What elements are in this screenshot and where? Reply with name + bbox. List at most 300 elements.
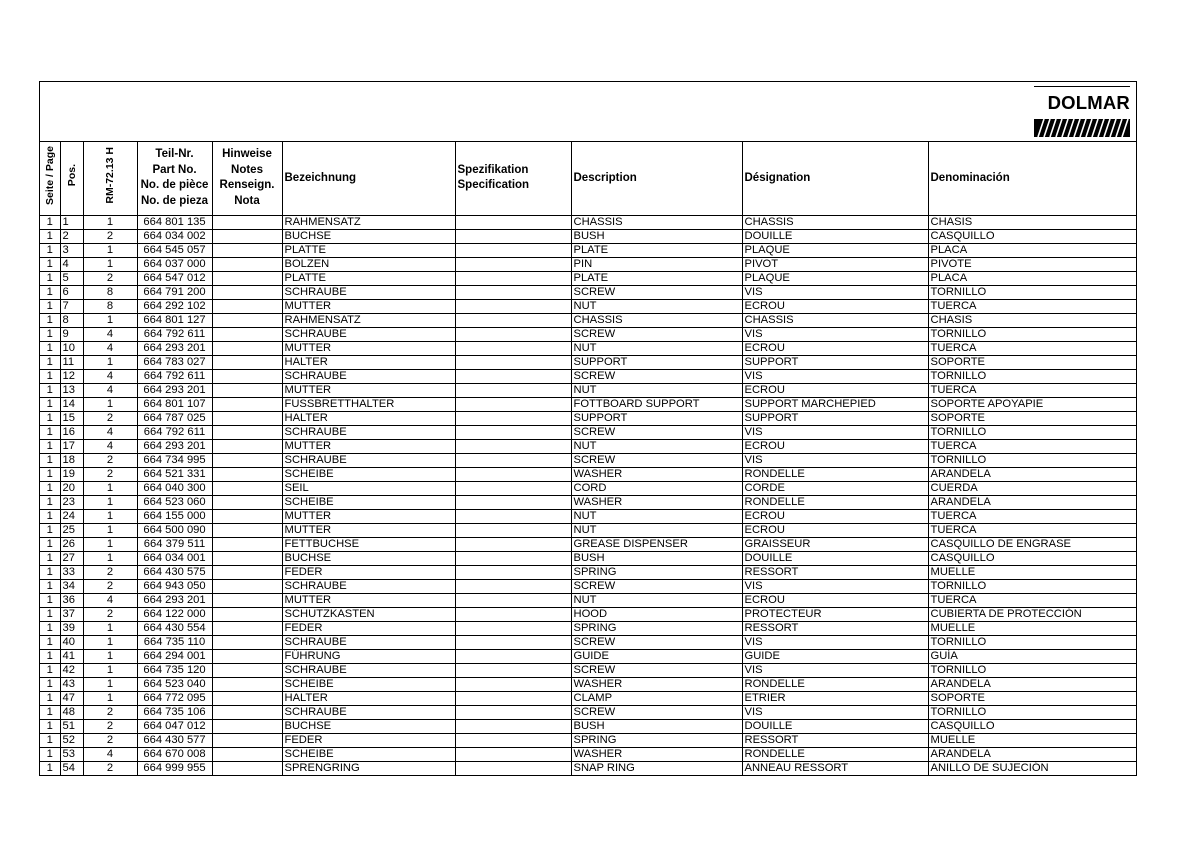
cell-pos: 16 [60,425,83,439]
notes-label-fr: Renseign. [219,179,275,192]
cell-notes [212,481,282,495]
cell-denominacion: CASQUILLO [928,551,1137,565]
cell-designation: VIS [742,453,928,467]
cell-page: 1 [40,411,60,425]
cell-qty: 2 [83,467,137,481]
cell-description: CHASSIS [571,313,742,327]
cell-designation: ECROU [742,341,928,355]
cell-bezeichnung: FETTBUCHSE [282,537,455,551]
table-row [40,677,1137,691]
cell-pos: 37 [60,607,83,621]
cell-notes [212,593,282,607]
cell-qty: 1 [83,537,137,551]
cell-page: 1 [40,341,60,355]
cell-description: CORD [571,481,742,495]
cell-bezeichnung: MUTTER [282,509,455,523]
col-header-notes [212,142,282,215]
cell-notes [212,691,282,705]
cell-bezeichnung: FEDER [282,565,455,579]
cell-denominacion: TORNILLO [928,663,1137,677]
cell-page: 1 [40,271,60,285]
cell-part-no: 664 047 012 [137,719,212,733]
cell-denominacion: TUERCA [928,341,1137,355]
cell-page: 1 [40,425,60,439]
table-row [40,607,1137,621]
cell-designation: PLAQUE [742,243,928,257]
cell-part-no: 664 430 575 [137,565,212,579]
cell-denominacion: PIVOTE [928,257,1137,271]
cell-qty: 1 [83,677,137,691]
cell-pos: 12 [60,369,83,383]
cell-bezeichnung: MUTTER [282,341,455,355]
col-header-pos [60,142,83,215]
cell-qty: 4 [83,341,137,355]
table-row [40,621,1137,635]
table-row [40,215,1137,229]
table-row [40,425,1137,439]
cell-designation: GUIDE [742,649,928,663]
cell-notes [212,663,282,677]
col-header-qty [83,142,137,215]
cell-notes [212,299,282,313]
cell-qty: 4 [83,383,137,397]
cell-part-no: 664 521 331 [137,467,212,481]
cell-description: SPRING [571,733,742,747]
cell-pos: 15 [60,411,83,425]
cell-page: 1 [40,705,60,719]
cell-pos: 8 [60,313,83,327]
cell-qty: 4 [83,425,137,439]
cell-designation: CORDE [742,481,928,495]
dolmar-logo [1034,86,1130,138]
cell-specification [455,257,571,271]
cell-qty: 2 [83,229,137,243]
cell-qty: 2 [83,271,137,285]
cell-qty: 2 [83,565,137,579]
cell-designation: ECROU [742,383,928,397]
cell-specification [455,271,571,285]
cell-qty: 2 [83,705,137,719]
cell-part-no: 664 122 000 [137,607,212,621]
cell-page: 1 [40,523,60,537]
cell-qty: 1 [83,663,137,677]
cell-denominacion: TUERCA [928,383,1137,397]
parts-list-sheet [39,81,1137,776]
cell-description: BUSH [571,551,742,565]
table-row [40,439,1137,453]
table-row [40,649,1137,663]
cell-bezeichnung: BUCHSE [282,719,455,733]
cell-page: 1 [40,327,60,341]
cell-description: CLAMP [571,691,742,705]
cell-designation: GRAISSEUR [742,537,928,551]
cell-page: 1 [40,439,60,453]
col-header-part-no [137,142,212,215]
col-header-specification [455,142,571,215]
table-row [40,509,1137,523]
cell-designation: VIS [742,425,928,439]
cell-qty: 1 [83,481,137,495]
table-row [40,635,1137,649]
table-row [40,705,1137,719]
cell-designation: RESSORT [742,621,928,635]
cell-description: PLATE [571,271,742,285]
table-row [40,383,1137,397]
cell-bezeichnung: SCHRAUBE [282,369,455,383]
cell-pos: 26 [60,537,83,551]
cell-part-no: 664 034 001 [137,551,212,565]
cell-denominacion: TUERCA [928,299,1137,313]
cell-description: CHASSIS [571,215,742,229]
cell-pos: 17 [60,439,83,453]
cell-specification [455,215,571,229]
cell-page: 1 [40,355,60,369]
cell-notes [212,369,282,383]
cell-description: NUT [571,341,742,355]
cell-description: NUT [571,299,742,313]
cell-bezeichnung: HALTER [282,691,455,705]
cell-specification [455,411,571,425]
cell-page: 1 [40,467,60,481]
cell-page: 1 [40,747,60,761]
cell-description: NUT [571,593,742,607]
col-header-qty-label: RM-72.13 H [104,147,116,204]
cell-specification [455,677,571,691]
cell-pos: 52 [60,733,83,747]
cell-qty: 1 [83,551,137,565]
cell-description: SNAP RING [571,761,742,775]
cell-page: 1 [40,565,60,579]
table-row [40,327,1137,341]
cell-denominacion: TUERCA [928,523,1137,537]
cell-specification [455,495,571,509]
cell-specification [455,299,571,313]
cell-notes [212,383,282,397]
cell-designation: DOUILLE [742,229,928,243]
cell-description: SCREW [571,285,742,299]
cell-qty: 4 [83,327,137,341]
cell-notes [212,397,282,411]
cell-bezeichnung: SCHEIBE [282,747,455,761]
cell-denominacion: TORNILLO [928,285,1137,299]
cell-qty: 4 [83,439,137,453]
cell-bezeichnung: RAHMENSATZ [282,215,455,229]
cell-bezeichnung: BUCHSE [282,229,455,243]
cell-qty: 1 [83,621,137,635]
cell-part-no: 664 735 110 [137,635,212,649]
col-header-designation: Désignation [742,142,928,215]
table-row [40,761,1137,775]
cell-specification [455,453,571,467]
cell-specification [455,313,571,327]
cell-specification [455,243,571,257]
table-row [40,243,1137,257]
cell-denominacion: TUERCA [928,439,1137,453]
logo-rule [1034,86,1130,87]
cell-part-no: 664 792 611 [137,425,212,439]
cell-designation: DOUILLE [742,551,928,565]
cell-specification [455,649,571,663]
cell-part-no: 664 292 102 [137,299,212,313]
cell-description: SCREW [571,369,742,383]
notes-label-en: Notes [231,163,263,176]
cell-qty: 2 [83,579,137,593]
cell-qty: 1 [83,215,137,229]
cell-notes [212,607,282,621]
cell-bezeichnung: SEIL [282,481,455,495]
cell-specification [455,761,571,775]
table-header-row [40,142,1137,215]
cell-specification [455,593,571,607]
cell-part-no: 664 545 057 [137,243,212,257]
cell-notes [212,243,282,257]
cell-page: 1 [40,677,60,691]
cell-notes [212,313,282,327]
part-no-label-de: Teil-Nr. [155,148,194,161]
cell-qty: 8 [83,285,137,299]
cell-qty: 1 [83,649,137,663]
table-row [40,341,1137,355]
header-logo-area [40,82,1136,142]
cell-notes [212,747,282,761]
cell-part-no: 664 735 106 [137,705,212,719]
cell-notes [212,523,282,537]
cell-notes [212,439,282,453]
cell-pos: 27 [60,551,83,565]
cell-denominacion: GUÍA [928,649,1137,663]
cell-designation: VIS [742,579,928,593]
cell-pos: 10 [60,341,83,355]
cell-bezeichnung: FUSSBRETTHALTER [282,397,455,411]
cell-specification [455,397,571,411]
cell-page: 1 [40,453,60,467]
cell-specification [455,733,571,747]
cell-notes [212,565,282,579]
cell-designation: RESSORT [742,733,928,747]
cell-page: 1 [40,299,60,313]
cell-denominacion: TORNILLO [928,327,1137,341]
cell-pos: 2 [60,229,83,243]
cell-notes [212,495,282,509]
cell-denominacion: ARANDELA [928,677,1137,691]
cell-denominacion: PLACA [928,271,1137,285]
cell-description: SUPPORT [571,411,742,425]
cell-page: 1 [40,243,60,257]
cell-part-no: 664 523 040 [137,677,212,691]
cell-designation: PLAQUE [742,271,928,285]
cell-notes [212,257,282,271]
cell-qty: 1 [83,691,137,705]
cell-page: 1 [40,621,60,635]
cell-notes [212,733,282,747]
table-row [40,411,1137,425]
cell-page: 1 [40,285,60,299]
cell-notes [212,705,282,719]
cell-pos: 14 [60,397,83,411]
cell-specification [455,439,571,453]
cell-page: 1 [40,719,60,733]
cell-part-no: 664 037 000 [137,257,212,271]
cell-notes [212,271,282,285]
table-row [40,369,1137,383]
table-row [40,691,1137,705]
cell-specification [455,551,571,565]
cell-notes [212,635,282,649]
cell-designation: CHASSIS [742,215,928,229]
cell-description: SPRING [571,565,742,579]
notes-label-de: Hinweise [222,148,272,161]
part-no-label-en: Part No. [152,163,197,176]
cell-part-no: 664 379 511 [137,537,212,551]
cell-page: 1 [40,481,60,495]
cell-pos: 40 [60,635,83,649]
cell-pos: 7 [60,299,83,313]
cell-bezeichnung: HALTER [282,355,455,369]
cell-page: 1 [40,649,60,663]
cell-specification [455,327,571,341]
cell-notes [212,341,282,355]
cell-denominacion: TUERCA [928,509,1137,523]
cell-description: HOOD [571,607,742,621]
cell-denominacion: SOPORTE [928,691,1137,705]
cell-designation: DOUILLE [742,719,928,733]
cell-bezeichnung: SCHRAUBE [282,285,455,299]
cell-denominacion: ARANDELA [928,467,1137,481]
cell-pos: 3 [60,243,83,257]
cell-bezeichnung: MUTTER [282,383,455,397]
cell-pos: 19 [60,467,83,481]
cell-pos: 51 [60,719,83,733]
cell-bezeichnung: BOLZEN [282,257,455,271]
spezifikation-label: Spezifikation [457,163,529,176]
cell-pos: 43 [60,677,83,691]
cell-bezeichnung: SCHEIBE [282,677,455,691]
cell-description: SCREW [571,579,742,593]
cell-description: SUPPORT [571,355,742,369]
cell-designation: RONDELLE [742,467,928,481]
cell-denominacion: CASQUILLO [928,229,1137,243]
cell-description: BUSH [571,229,742,243]
cell-description: PLATE [571,243,742,257]
cell-qty: 2 [83,607,137,621]
cell-specification [455,341,571,355]
cell-qty: 2 [83,719,137,733]
cell-bezeichnung: MUTTER [282,439,455,453]
cell-specification [455,705,571,719]
cell-pos: 20 [60,481,83,495]
cell-description: BUSH [571,719,742,733]
cell-part-no: 664 791 200 [137,285,212,299]
table-row [40,537,1137,551]
cell-specification [455,579,571,593]
cell-specification [455,467,571,481]
logo-stripes-icon [1034,119,1130,137]
cell-specification [455,425,571,439]
cell-denominacion: TORNILLO [928,369,1137,383]
table-row [40,663,1137,677]
cell-specification [455,383,571,397]
cell-page: 1 [40,579,60,593]
cell-denominacion: TORNILLO [928,425,1137,439]
cell-denominacion: TUERCA [928,593,1137,607]
cell-part-no: 664 034 002 [137,229,212,243]
col-header-page-label: Seite / Page [43,146,56,205]
cell-denominacion: SOPORTE APOYAPIE [928,397,1137,411]
cell-specification [455,509,571,523]
cell-bezeichnung: FÜHRUNG [282,649,455,663]
cell-pos: 25 [60,523,83,537]
parts-table [40,142,1137,775]
cell-notes [212,551,282,565]
cell-pos: 6 [60,285,83,299]
cell-pos: 9 [60,327,83,341]
cell-pos: 4 [60,257,83,271]
cell-description: PIN [571,257,742,271]
cell-denominacion: CUBIERTA DE PROTECCIÓN [928,607,1137,621]
cell-bezeichnung: PLATTE [282,271,455,285]
cell-description: SCREW [571,453,742,467]
table-row [40,299,1137,313]
cell-description: WASHER [571,467,742,481]
cell-denominacion: TORNILLO [928,579,1137,593]
cell-part-no: 664 734 995 [137,453,212,467]
cell-designation: PROTECTEUR [742,607,928,621]
cell-notes [212,453,282,467]
cell-denominacion: MUELLE [928,733,1137,747]
cell-qty: 2 [83,411,137,425]
table-row [40,719,1137,733]
cell-description: NUT [571,523,742,537]
cell-qty: 1 [83,397,137,411]
cell-denominacion: MUELLE [928,621,1137,635]
cell-bezeichnung: RAHMENSATZ [282,313,455,327]
table-row [40,257,1137,271]
cell-notes [212,649,282,663]
cell-part-no: 664 999 955 [137,761,212,775]
cell-designation: ECROU [742,593,928,607]
cell-page: 1 [40,229,60,243]
cell-part-no: 664 500 090 [137,523,212,537]
cell-bezeichnung: SCHRAUBE [282,635,455,649]
cell-page: 1 [40,537,60,551]
cell-designation: ANNEAU RESSORT [742,761,928,775]
cell-specification [455,663,571,677]
cell-specification [455,537,571,551]
table-row [40,733,1137,747]
cell-denominacion: CASQUILLO DE ENGRASE [928,537,1137,551]
cell-description: SCREW [571,663,742,677]
cell-pos: 48 [60,705,83,719]
cell-page: 1 [40,509,60,523]
cell-denominacion: CASQUILLO [928,719,1137,733]
cell-page: 1 [40,593,60,607]
part-no-label-fr: No. de pièce [140,179,209,192]
cell-pos: 33 [60,565,83,579]
cell-description: NUT [571,439,742,453]
cell-specification [455,565,571,579]
cell-notes [212,677,282,691]
cell-denominacion: ANILLO DE SUJECIÓN [930,761,1049,774]
cell-notes [212,761,282,775]
cell-specification [455,691,571,705]
cell-specification [455,607,571,621]
cell-pos: 39 [60,621,83,635]
cell-part-no: 664 801 107 [137,397,212,411]
cell-bezeichnung: FEDER [282,621,455,635]
table-row [40,313,1137,327]
cell-notes [212,327,282,341]
cell-notes [212,215,282,229]
